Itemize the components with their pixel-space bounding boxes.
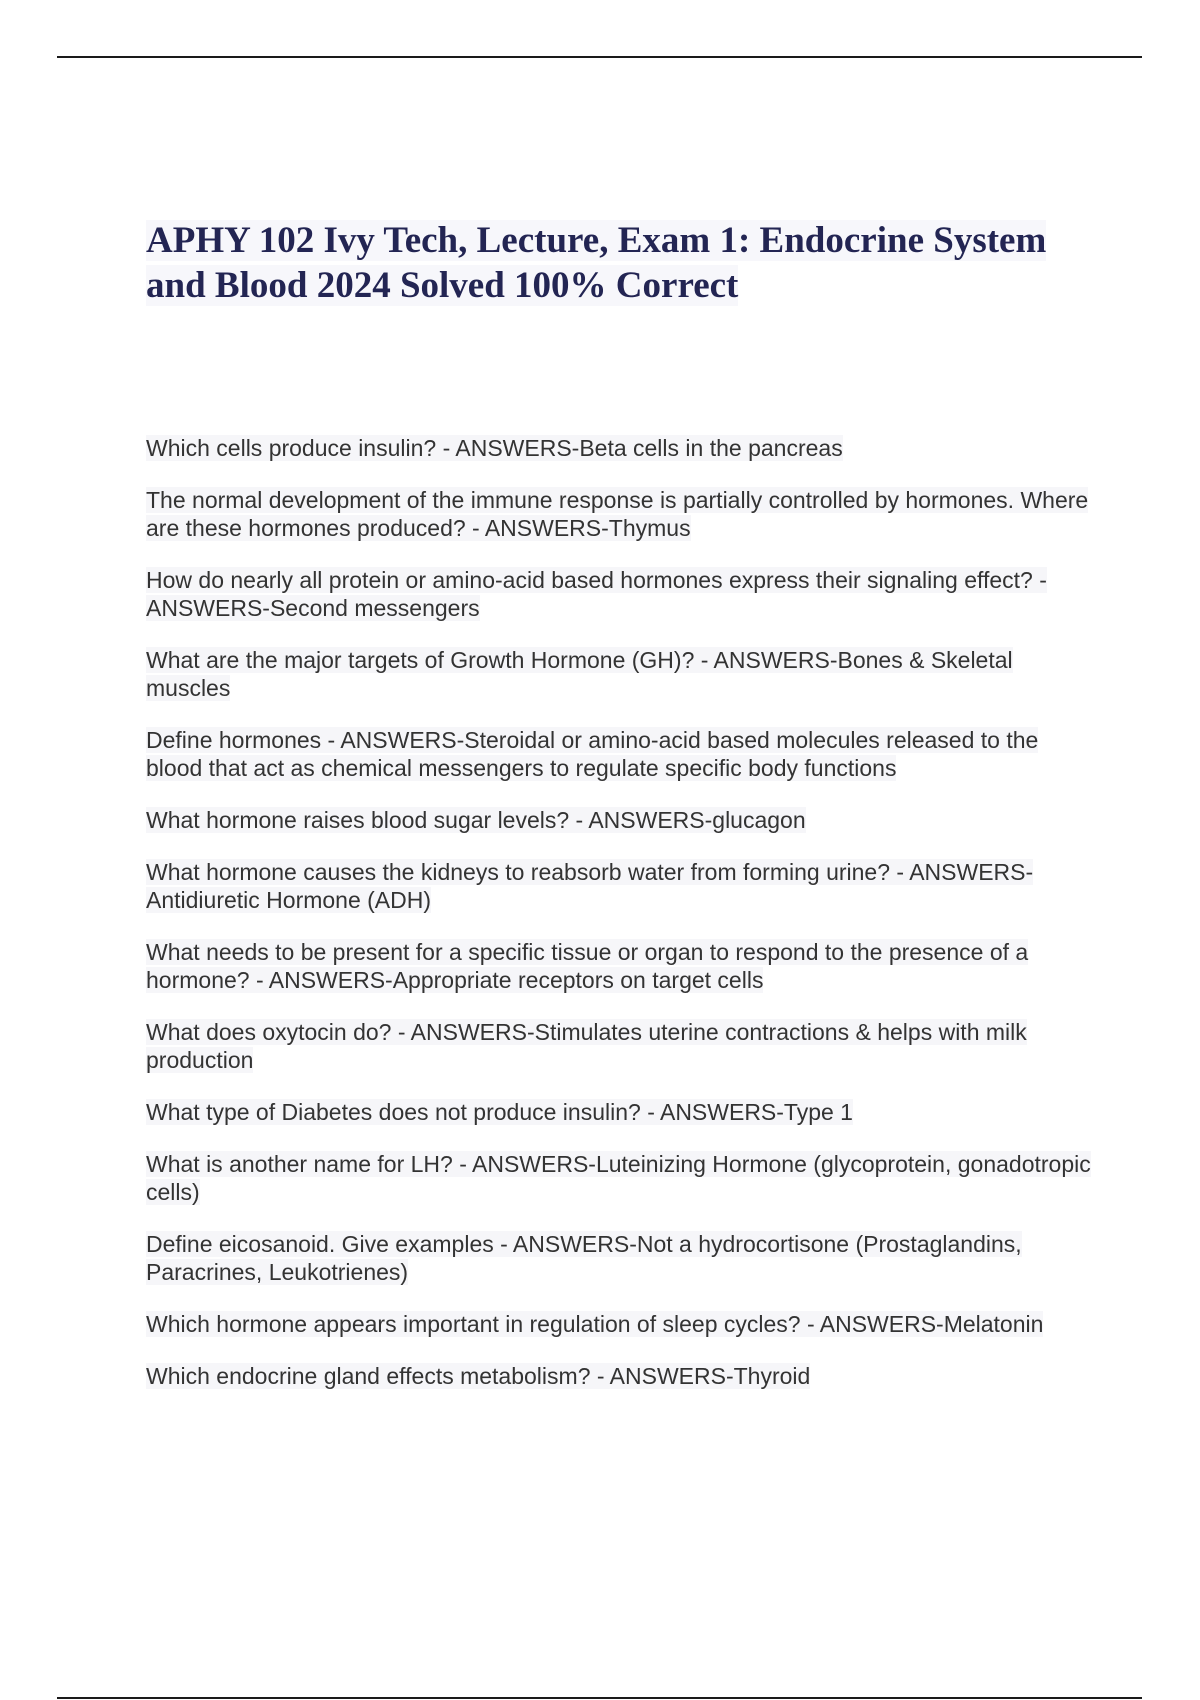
qa-item: What hormone raises blood sugar levels? - ANSWERS-glucagon: [146, 807, 806, 833]
qa-item: What type of Diabetes does not produce insulin? - ANSWERS-Type 1: [146, 1099, 853, 1125]
header-rule: [57, 56, 1142, 58]
footer-rule: [57, 1697, 1142, 1699]
qa-list: [146, 434, 1091, 1414]
qa-item: Which cells produce insulin? - ANSWERS-Beta cells in the pancreas: [146, 435, 843, 461]
qa-item: Define hormones - ANSWERS-Steroidal or amino-acid based molecules released to the blood that act as chemical messengers to regulate specific body functions: [146, 727, 1039, 781]
qa-item: The normal development of the immune response is partially controlled by hormones. Where are these hormones produced? - ANSWERS-Thymus: [146, 487, 1089, 541]
qa-item: Define eicosanoid. Give examples - ANSWERS-Not a hydrocortisone (Prostaglandins, Paracrines, Leukotrienes): [146, 1231, 1022, 1285]
document-title: [146, 218, 1106, 308]
qa-item: Which hormone appears important in regulation of sleep cycles? - ANSWERS-Melatonin: [146, 1311, 1044, 1337]
qa-item: What does oxytocin do? - ANSWERS-Stimulates uterine contractions & helps with milk production: [146, 1019, 1027, 1073]
qa-item: What is another name for LH? - ANSWERS-Luteinizing Hormone (glycoprotein, gonadotropic cells): [146, 1151, 1091, 1205]
qa-item: What hormone causes the kidneys to reabsorb water from forming urine? - ANSWERS-Antidiuretic Hormone (ADH): [146, 859, 1034, 913]
qa-item: What are the major targets of Growth Hormone (GH)? - ANSWERS-Bones & Skeletal muscles: [146, 647, 1013, 701]
document-title-text: APHY 102 Ivy Tech, Lecture, Exam 1: Endocrine System and Blood 2024 Solved 100% Correct: [146, 220, 1047, 306]
qa-item: What needs to be present for a specific tissue or organ to respond to the presence of a hormone? - ANSWERS-Appropriate receptors on target cells: [146, 939, 1029, 993]
qa-item: How do nearly all protein or amino-acid based hormones express their signaling effect? - ANSWERS-Second messengers: [146, 567, 1047, 621]
qa-item: Which endocrine gland effects metabolism? - ANSWERS-Thyroid: [146, 1363, 811, 1389]
